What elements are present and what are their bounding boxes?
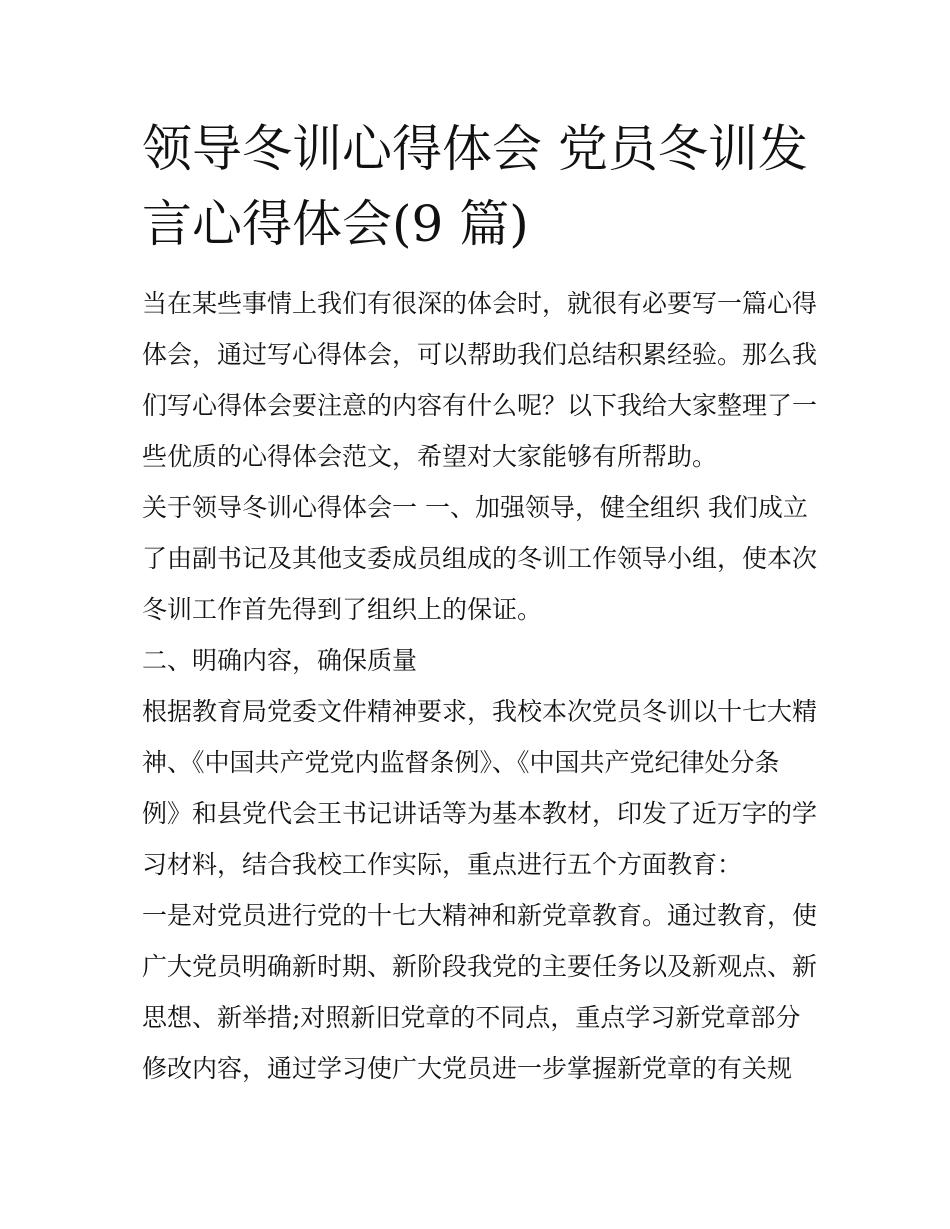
body-line: 思想、新举措;对照新旧党章的不同点，重点学习新党章部分 (142, 1003, 801, 1032)
body-line: 当在某些事情上我们有很深的体会时，就很有必要写一篇心得 (142, 289, 818, 318)
title-line: 言心得体会(9 篇) (142, 195, 529, 253)
body-line: 广大党员明确新时期、新阶段我党的主要任务以及新观点、新 (142, 952, 818, 981)
body-line: 例》和县党代会王书记讲话等为基本教材，印发了近万字的学 (142, 799, 818, 828)
body-line: 冬训工作首先得到了组织上的保证。 (142, 595, 543, 624)
body-line: 们写心得体会要注意的内容有什么呢？以下我给大家整理了一 (142, 391, 818, 420)
title-line: 领导冬训心得体会 党员冬训发 (142, 120, 808, 178)
body-line: 体会，通过写心得体会，可以帮助我们总结积累经验。那么我 (142, 340, 818, 369)
body-line: 关于领导冬训心得体会一 一、加强领导，健全组织 我们成立 (142, 493, 808, 522)
document-title (142, 112, 822, 262)
body-line: 神、《中国共产党党内监督条例》、《中国共产党纪律处分条 (142, 748, 780, 777)
body-line: 根据教育局党委文件精神要求，我校本次党员冬训以十七大精 (142, 697, 818, 726)
body-line: 了由副书记及其他支委成员组成的冬训工作领导小组，使本次 (142, 544, 818, 573)
body-line: 习材料，结合我校工作实际，重点进行五个方面教育： (142, 850, 743, 879)
body-line: 修改内容，通过学习使广大党员进一步掌握新党章的有关规 (142, 1054, 793, 1083)
document-body (142, 278, 822, 1094)
section-heading: 二、明确内容，确保质量 (142, 646, 418, 675)
body-line: 些优质的心得体会范文，希望对大家能够有所帮助。 (142, 442, 718, 471)
body-line: 一是对党员进行党的十七大精神和新党章教育。通过教育，使 (142, 901, 818, 930)
